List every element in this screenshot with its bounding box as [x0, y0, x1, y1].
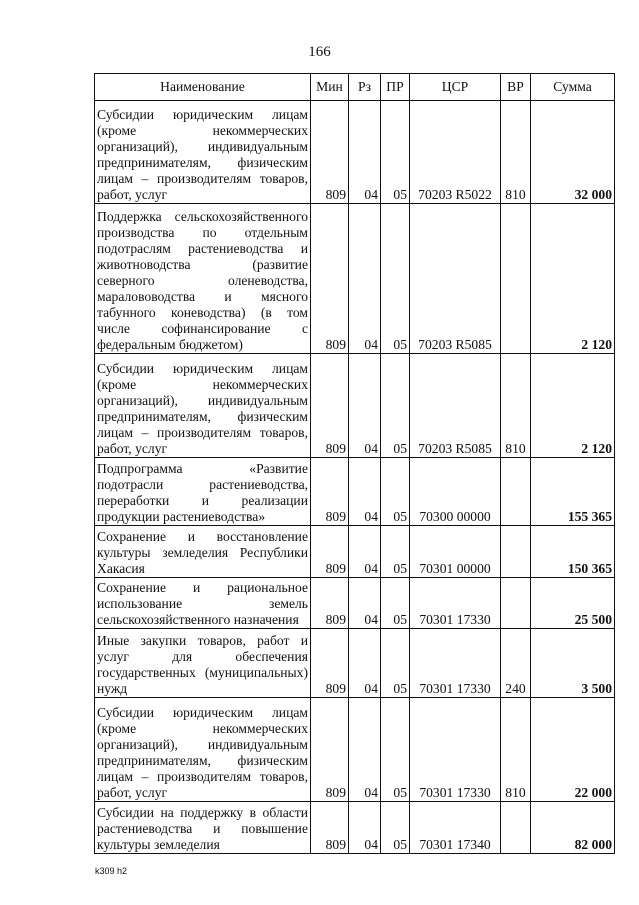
cell-pr: 05: [381, 802, 410, 854]
cell-name: Сохранение и рациональное использование земель сельскохозяйственного назначения: [95, 578, 311, 629]
cell-sum: 150 365: [531, 526, 615, 578]
cell-sum: 25 500: [531, 578, 615, 629]
cell-pr: 05: [381, 101, 410, 204]
cell-name: Поддержка сельскохозяйственного производства по отдельным подотраслям растениеводства и животноводства (развитие северного оленеводства, маралововодства и мясного табунного коневодства) (в том числе софинансирование с федеральным бюджетом): [95, 204, 311, 354]
cell-pr: 05: [381, 526, 410, 578]
cell-sum: 82 000: [531, 802, 615, 854]
cell-csr: 70301 17330: [410, 698, 501, 802]
cell-name: Сохранение и восстановление культуры земледелия Республики Хакасия: [95, 526, 311, 578]
cell-vr: [501, 802, 531, 854]
cell-vr: 810: [501, 354, 531, 458]
cell-vr: [501, 204, 531, 354]
cell-vr: 810: [501, 101, 531, 204]
cell-pr: 05: [381, 354, 410, 458]
cell-vr: [501, 458, 531, 526]
cell-rz: 04: [349, 526, 381, 578]
cell-csr: 70301 17330: [410, 629, 501, 698]
table-row: [95, 629, 615, 698]
cell-vr: [501, 526, 531, 578]
cell-rz: 04: [349, 629, 381, 698]
cell-min: 809: [311, 698, 349, 802]
cell-rz: 04: [349, 101, 381, 204]
cell-name: Субсидии юридическим лицам (кроме некоммерческих организаций), индивидуальным предпринимателям, физическим лицам – производителям товаров, работ, услуг: [95, 354, 311, 458]
cell-rz: 04: [349, 458, 381, 526]
cell-rz: 04: [349, 698, 381, 802]
table-row: [95, 698, 615, 802]
cell-min: 809: [311, 101, 349, 204]
budget-table: [94, 73, 615, 854]
cell-sum: 155 365: [531, 458, 615, 526]
cell-csr: 70301 17330: [410, 578, 501, 629]
header-name: Наименование: [95, 74, 311, 101]
cell-sum: 3 500: [531, 629, 615, 698]
cell-vr: [501, 578, 531, 629]
cell-min: 809: [311, 578, 349, 629]
cell-csr: 70301 00000: [410, 526, 501, 578]
cell-sum: 2 120: [531, 354, 615, 458]
table-header-row: [95, 74, 615, 101]
cell-name: Подпрограмма «Развитие подотрасли растениеводства, переработки и реализации продукции растениеводства»: [95, 458, 311, 526]
cell-vr: 240: [501, 629, 531, 698]
cell-min: 809: [311, 354, 349, 458]
table-row: [95, 204, 615, 354]
table-row: [95, 802, 615, 854]
cell-rz: 04: [349, 578, 381, 629]
page-number: 166: [308, 44, 331, 60]
cell-csr: 70203 R5085: [410, 354, 501, 458]
cell-sum: 32 000: [531, 101, 615, 204]
cell-min: 809: [311, 802, 349, 854]
header-sum: Сумма: [531, 74, 615, 101]
cell-name: Субсидии юридическим лицам (кроме некоммерческих организаций), индивидуальным предпринимателям, физическим лицам – производителям товаров, работ, услуг: [95, 101, 311, 204]
cell-csr: 70300 00000: [410, 458, 501, 526]
cell-pr: 05: [381, 578, 410, 629]
header-pr: ПР: [381, 74, 410, 101]
footer-code: k309 h2: [95, 866, 128, 876]
cell-vr: 810: [501, 698, 531, 802]
header-vr: ВР: [501, 74, 531, 101]
cell-rz: 04: [349, 354, 381, 458]
table-row: [95, 526, 615, 578]
cell-rz: 04: [349, 802, 381, 854]
cell-min: 809: [311, 526, 349, 578]
cell-pr: 05: [381, 629, 410, 698]
header-min: Мин: [311, 74, 349, 101]
table-row: [95, 578, 615, 629]
header-rz: Рз: [349, 74, 381, 101]
header-csr: ЦСР: [410, 74, 501, 101]
cell-pr: 05: [381, 204, 410, 354]
cell-csr: 70203 R5022: [410, 101, 501, 204]
cell-min: 809: [311, 458, 349, 526]
cell-sum: 22 000: [531, 698, 615, 802]
cell-pr: 05: [381, 458, 410, 526]
cell-min: 809: [311, 204, 349, 354]
cell-rz: 04: [349, 204, 381, 354]
cell-name: Иные закупки товаров, работ и услуг для обеспечения государственных (муниципальных) нужд: [95, 629, 311, 698]
cell-csr: 70203 R5085: [410, 204, 501, 354]
cell-sum: 2 120: [531, 204, 615, 354]
cell-pr: 05: [381, 698, 410, 802]
cell-name: Субсидии юридическим лицам (кроме некоммерческих организаций), индивидуальным предпринимателям, физическим лицам – производителям товаров, работ, услуг: [95, 698, 311, 802]
table-row: [95, 354, 615, 458]
cell-min: 809: [311, 629, 349, 698]
table-row: [95, 458, 615, 526]
table-row: [95, 101, 615, 204]
cell-csr: 70301 17340: [410, 802, 501, 854]
cell-name: Субсидии на поддержку в области растениеводства и повышение культуры земледелия: [95, 802, 311, 854]
